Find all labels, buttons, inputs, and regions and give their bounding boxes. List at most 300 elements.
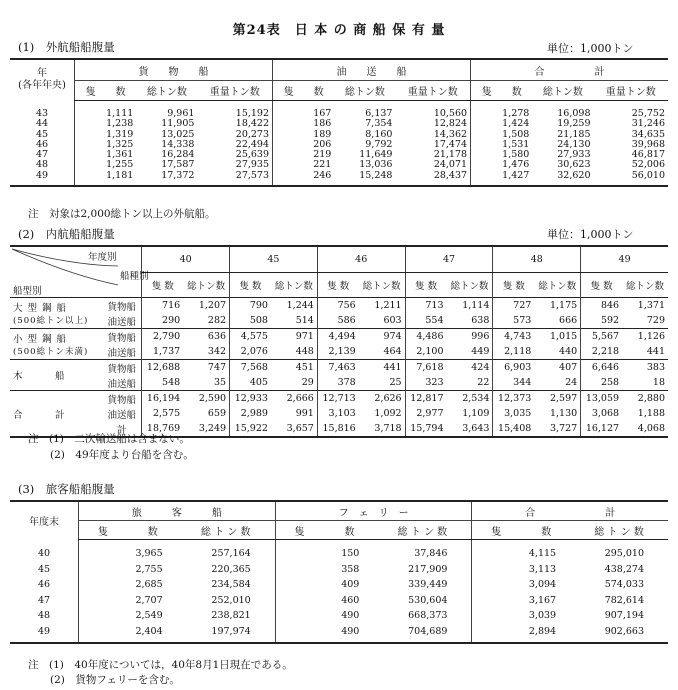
cell-value: 3,035	[493, 406, 534, 421]
table-row	[10, 360, 668, 376]
cell-value: 6,903	[493, 360, 534, 376]
year-label: 年度別	[88, 252, 117, 263]
ship-kind: 油送船	[107, 316, 136, 328]
cell-value: 1,092	[374, 408, 402, 419]
cell-value: 15,408	[493, 421, 534, 437]
ship-type-sub: (500総トン以上)	[13, 316, 89, 326]
ship-type	[10, 298, 102, 329]
cell-value: 46,817	[631, 149, 665, 161]
cell-value: 1,476	[471, 160, 533, 170]
column-header: 隻 数	[317, 272, 358, 297]
cell-value: 219	[273, 150, 335, 160]
cell-value: 7,354	[365, 118, 393, 130]
ship-type-name: 合 計	[13, 409, 66, 421]
column-header: 隻 数	[471, 81, 533, 101]
cell-value: 6,137	[365, 108, 393, 119]
cell-value: 34,635	[631, 128, 665, 140]
cell-value: 1,181	[75, 171, 137, 186]
cell-value: 1,427	[471, 171, 533, 186]
cell-value: 2,590	[198, 393, 227, 404]
cell-value: 3,103	[317, 406, 358, 421]
cell-value: 713	[405, 298, 446, 314]
cell-value: 1,015	[549, 331, 578, 342]
cell-value: 12,817	[405, 391, 446, 407]
cell-value: 378	[317, 375, 358, 391]
cell-value: 18,422	[235, 118, 270, 130]
cell-value: 4,575	[230, 329, 271, 345]
ship-kind: 油送船	[107, 409, 136, 421]
cell-value: 167	[273, 101, 335, 120]
year-header: 47	[405, 246, 493, 272]
cell-value: 407	[559, 362, 578, 373]
cell-value: 1,325	[75, 140, 137, 150]
cell-value: 258	[581, 375, 622, 391]
cell-value: 449	[471, 346, 490, 357]
cell-value: 1,175	[549, 300, 578, 311]
cell-value: 20,273	[235, 128, 270, 140]
column-header: 重量トン数	[594, 81, 669, 101]
cell-value: 12,933	[230, 391, 271, 407]
cell-value: 27,935	[235, 159, 270, 171]
table-row	[10, 540, 668, 562]
ship-type-name: 木 船	[13, 371, 66, 382]
cell-value: 1,278	[471, 101, 533, 120]
cell-value: 13,036	[359, 159, 393, 171]
cell-value: 2,118	[493, 344, 534, 360]
cell-value: 441	[646, 346, 665, 357]
cell-value: 2,100	[405, 344, 446, 360]
table-row	[10, 577, 668, 593]
cell-value: 409	[275, 577, 373, 593]
ship-kind: 貨物船	[107, 332, 136, 344]
cell-value: 24,071	[433, 159, 468, 171]
cell-value: 1,111	[75, 101, 137, 120]
cell-value: 1,114	[462, 300, 490, 311]
corner-year: 年 (各年年央)	[10, 59, 75, 101]
cell-value: 29	[301, 377, 314, 388]
cell-value: 508	[230, 313, 271, 329]
cell-value: 2,139	[317, 344, 358, 360]
cell-value: 747	[207, 362, 227, 373]
cell-value: 4,494	[317, 329, 358, 345]
cell-value: 460	[275, 593, 373, 609]
cell-value: 2,755	[79, 562, 177, 578]
column-header: 重量トン数	[395, 81, 470, 101]
cell-value: 4,115	[472, 540, 570, 562]
cell-value: 464	[383, 346, 402, 357]
corner-cell	[10, 246, 149, 298]
cell-value: 1,130	[549, 408, 578, 419]
column-header: 隻 数	[405, 272, 446, 297]
cell-value: 441	[383, 362, 402, 373]
group-header: 油 送 船	[273, 59, 471, 81]
cell-value: 15,192	[235, 108, 270, 119]
cell-value: 3,718	[359, 421, 405, 437]
cell-value: 3,727	[534, 421, 580, 437]
cell-value: 573	[493, 313, 534, 329]
row-year: 43	[35, 107, 49, 119]
cell-value: 554	[405, 313, 446, 329]
column-header: 隻 数	[493, 272, 534, 297]
column-header: 隻 数	[79, 521, 177, 540]
cell-value: 971	[295, 331, 314, 342]
row-year: 47	[37, 594, 51, 606]
cell-value: 668,373	[408, 610, 448, 622]
ship-kind: 油送船	[107, 347, 136, 359]
table-row	[10, 375, 668, 391]
domestic-fleet-table	[10, 245, 668, 438]
column-header: 重量トン数	[197, 81, 272, 101]
cell-value: 16,127	[581, 421, 622, 437]
column-header: 隻 数	[275, 521, 373, 540]
table-row	[10, 406, 668, 421]
table-row	[10, 329, 668, 345]
foreign-fleet-table	[10, 58, 668, 187]
cell-value: 220,365	[211, 563, 251, 575]
cell-value: 704,689	[373, 624, 472, 644]
cell-value: 15,248	[334, 171, 395, 186]
cell-value: 7,618	[405, 360, 446, 376]
cell-value: 1,109	[462, 408, 490, 419]
column-header: 隻 数	[581, 272, 622, 297]
cell-value: 150	[275, 540, 373, 562]
cell-value: 2,076	[230, 344, 271, 360]
cell-value: 31,246	[631, 118, 665, 130]
cell-value: 16,098	[557, 108, 591, 119]
column-header: 総 ト ン 数	[177, 521, 276, 540]
cell-value: 3,249	[183, 421, 229, 437]
cell-value: 1,737	[142, 344, 183, 360]
cell-value: 17,474	[433, 138, 468, 150]
table-row	[10, 391, 668, 407]
cell-value: 12,824	[433, 118, 468, 130]
cell-value: 8,160	[365, 128, 393, 140]
section1-note: 注 対象は2,000総トン以上の外航船。	[28, 208, 216, 220]
cell-value: 290	[142, 313, 183, 329]
cell-value: 1,531	[471, 140, 533, 150]
cell-value: 2,894	[472, 624, 570, 644]
cell-value: 3,965	[79, 540, 177, 562]
cell-value: 56,010	[594, 171, 669, 186]
cell-value: 5,567	[581, 329, 622, 345]
section1-heading: (1) 外航船船腹量	[18, 40, 115, 54]
group-header: 旅 客 船	[79, 501, 276, 521]
section1-unit: 単位：1,000トン	[547, 42, 634, 55]
cell-value: 12,373	[493, 391, 534, 407]
year-header: 45	[230, 246, 318, 272]
cell-value: 974	[383, 331, 402, 342]
section3-heading: (3) 旅客船船腹量	[18, 482, 115, 496]
cell-value: 16,284	[161, 149, 195, 161]
cell-value: 2,218	[581, 344, 622, 360]
ship-type-name: 小 型 鋼 船	[13, 334, 68, 345]
cell-value: 7,568	[230, 360, 271, 376]
cell-value: 996	[471, 331, 490, 342]
row-year: 46	[35, 138, 49, 150]
cell-value: 246	[273, 171, 335, 186]
cell-value: 16,194	[142, 391, 183, 407]
ship-type	[10, 360, 102, 391]
cell-value: 448	[295, 346, 314, 357]
table-row	[10, 101, 668, 120]
cell-value: 11,905	[161, 118, 195, 130]
cell-value: 574,033	[604, 579, 644, 591]
column-header: 総トン数	[532, 81, 593, 101]
cell-value: 14,338	[161, 138, 195, 150]
year-header: 40	[142, 246, 230, 272]
cell-value: 782,614	[604, 594, 644, 606]
cell-value: 344	[493, 375, 534, 391]
row-year: 49	[10, 624, 79, 644]
cell-value: 846	[581, 298, 622, 314]
section2-heading: (2) 内航船船腹量	[18, 227, 115, 241]
cell-value: 221	[273, 160, 335, 170]
cell-value: 530,604	[408, 594, 448, 606]
ship-type	[10, 329, 102, 360]
cell-value: 282	[207, 315, 227, 326]
cell-value: 1,361	[75, 150, 137, 160]
cell-value: 4,743	[493, 329, 534, 345]
cell-value: 22,494	[235, 138, 270, 150]
cell-value: 3,643	[447, 421, 493, 437]
cell-value: 30,623	[557, 159, 591, 171]
page-title: 第24表 日 本 の 商 船 保 有 量	[232, 23, 446, 38]
cell-value: 1,126	[637, 331, 665, 342]
column-header: 総トン数	[334, 81, 395, 101]
cell-value: 2,597	[549, 393, 578, 404]
cell-value: 514	[295, 315, 314, 326]
cell-value: 12,713	[317, 391, 358, 407]
cell-value: 3,068	[581, 406, 622, 421]
cell-value: 234,584	[211, 579, 251, 591]
column-header: 総トン数	[187, 280, 226, 292]
column-header: 総トン数	[450, 280, 489, 292]
cell-value: 15,794	[405, 421, 446, 437]
table-row	[10, 313, 668, 329]
cell-value: 10,560	[433, 108, 468, 119]
cell-value: 37,846	[414, 548, 448, 560]
cell-value: 1,508	[471, 130, 533, 140]
cell-value: 716	[142, 298, 183, 314]
column-header: 総トン数	[626, 280, 665, 292]
cell-value: 1,424	[471, 119, 533, 129]
group-header: 貨 物 船	[75, 59, 273, 81]
cell-value: 52,006	[631, 159, 665, 171]
cell-value: 2,404	[79, 624, 177, 644]
column-header: 総 ト ン 数	[570, 521, 668, 540]
cell-value: 257,164	[211, 548, 251, 560]
cell-value: 383	[646, 362, 665, 373]
column-header: 総トン数	[538, 280, 577, 292]
cell-value: 342	[207, 346, 227, 357]
cell-value: 1,371	[637, 300, 665, 311]
cell-value: 2,685	[79, 577, 177, 593]
column-header: 総トン数	[362, 280, 401, 292]
cell-value: 440	[559, 346, 578, 357]
cell-value: 2,534	[462, 393, 490, 404]
cell-value: 323	[405, 375, 446, 391]
cell-value: 756	[317, 298, 358, 314]
table-row	[10, 298, 668, 314]
cell-value: 9,961	[167, 108, 195, 119]
year-header: 46	[317, 246, 405, 272]
cell-value: 1,188	[637, 408, 665, 419]
cell-value: 21,185	[557, 128, 591, 140]
cell-value: 3,039	[472, 608, 570, 624]
cell-value: 1,238	[75, 119, 137, 129]
column-header: 総トン数	[136, 81, 197, 101]
cell-value: 13,025	[161, 128, 195, 140]
cell-value: 197,974	[177, 624, 276, 644]
cell-value: 1,207	[198, 300, 227, 311]
cell-value: 3,167	[472, 593, 570, 609]
cell-value: 490	[275, 624, 373, 644]
section2-note2: (2) 49年度より台船を含む。	[50, 449, 194, 461]
cell-value: 1,580	[471, 150, 533, 160]
cell-value: 19,259	[557, 118, 591, 130]
cell-value: 1,211	[374, 300, 402, 311]
column-header: 隻 数	[230, 272, 271, 297]
column-header: 総トン数	[274, 280, 313, 292]
cell-value: 252,010	[211, 594, 251, 606]
column-header: 隻 数	[472, 521, 570, 540]
cell-value: 11,649	[359, 149, 393, 161]
group-header: 合 計	[471, 59, 668, 81]
cell-value: 2,989	[230, 406, 271, 421]
group-header: フ ェ リ ー	[275, 501, 472, 521]
cell-value: 2,977	[405, 406, 446, 421]
cell-value: 39,968	[631, 138, 665, 150]
cell-value: 17,587	[161, 159, 195, 171]
cell-value: 28,437	[395, 171, 470, 186]
table-row	[10, 562, 668, 578]
cell-value: 9,792	[365, 138, 393, 150]
cell-value: 451	[295, 362, 314, 373]
row-year: 49	[10, 171, 75, 186]
cell-value: 424	[471, 362, 490, 373]
table-row	[10, 593, 668, 609]
type-label: 船型別	[13, 286, 42, 297]
table-row	[10, 344, 668, 360]
cell-value: 217,909	[408, 563, 448, 575]
section3-note1: 注 (1) 40年度については，40年8月1日現在である。	[28, 659, 293, 671]
cell-value: 339,449	[408, 579, 448, 591]
cell-value: 186	[273, 119, 335, 129]
cell-value: 729	[646, 315, 665, 326]
cell-value: 18	[652, 377, 665, 388]
row-year: 48	[37, 610, 51, 622]
cell-value: 4,068	[622, 421, 668, 437]
table-row	[10, 608, 668, 624]
year-header: 49	[581, 246, 668, 272]
cell-value: 206	[273, 140, 335, 150]
cell-value: 32,620	[532, 171, 593, 186]
cell-value: 991	[295, 408, 314, 419]
passenger-fleet-table	[10, 500, 668, 644]
cell-value: 238,821	[211, 610, 251, 622]
cell-value: 438,274	[604, 563, 644, 575]
group-header: 合 計	[472, 501, 668, 521]
cell-value: 1,255	[75, 160, 137, 170]
cell-value: 592	[581, 313, 622, 329]
cell-value: 358	[275, 562, 373, 578]
cell-value: 790	[230, 298, 271, 314]
cell-value: 603	[383, 315, 402, 326]
cell-value: 27,933	[557, 149, 591, 161]
cell-value: 25,639	[235, 149, 270, 161]
ship-type-name: 大 型 鋼 船	[13, 303, 68, 314]
row-year: 48	[35, 159, 49, 171]
cell-value: 15,922	[230, 421, 271, 437]
cell-value: 3,094	[472, 577, 570, 593]
cell-value: 14,362	[433, 128, 468, 140]
row-year: 46	[37, 579, 51, 591]
cell-value: 295,010	[604, 548, 644, 560]
ship-kind: 貨物船	[107, 363, 136, 375]
row-year: 45	[37, 563, 51, 575]
cell-value: 12,688	[142, 360, 183, 376]
ship-kind: 計	[102, 421, 142, 437]
ship-label: 船種別	[120, 271, 149, 282]
cell-value: 1,244	[286, 300, 314, 311]
ship-type-sub: (500総トン未満)	[13, 347, 89, 357]
cell-value: 586	[317, 313, 358, 329]
cell-value: 17,372	[136, 171, 197, 186]
cell-value: 2,549	[79, 608, 177, 624]
cell-value: 24,130	[557, 138, 591, 150]
cell-value: 18,769	[142, 421, 183, 437]
cell-value: 2,575	[142, 406, 183, 421]
table-row	[10, 171, 668, 186]
cell-value: 25	[389, 377, 402, 388]
cell-value: 902,663	[570, 624, 668, 644]
cell-value: 4,486	[405, 329, 446, 345]
cell-value: 3,657	[271, 421, 317, 437]
cell-value: 27,573	[197, 171, 272, 186]
ship-kind: 油送船	[107, 378, 136, 390]
cell-value: 2,626	[374, 393, 402, 404]
cell-value: 6,646	[581, 360, 622, 376]
row-year: 47	[35, 149, 49, 161]
cell-value: 25,752	[631, 108, 665, 119]
column-header: 隻 数	[142, 272, 183, 297]
section2-note1: 注 (1) 二次輸送船は含まない。	[28, 433, 190, 445]
year-header: 48	[493, 246, 581, 272]
cell-value: 490	[275, 608, 373, 624]
cell-value: 7,463	[317, 360, 358, 376]
cell-value: 2,790	[142, 329, 183, 345]
cell-value: 727	[493, 298, 534, 314]
cell-value: 2,707	[79, 593, 177, 609]
cell-value: 666	[559, 315, 578, 326]
section2-unit: 単位：1,000トン	[547, 228, 634, 241]
cell-value: 638	[471, 315, 490, 326]
cell-value: 636	[207, 331, 227, 342]
cell-value: 189	[273, 130, 335, 140]
cell-value: 2,666	[286, 393, 314, 404]
section3-note2: (2) 貨物フェリーを含む。	[50, 674, 180, 686]
row-year: 45	[35, 128, 49, 140]
cell-value: 13,059	[581, 391, 622, 407]
table-row	[10, 624, 668, 644]
cell-value: 3,113	[472, 562, 570, 578]
cell-value: 659	[207, 408, 227, 419]
cell-value: 2,880	[637, 393, 665, 404]
cell-value: 1,319	[75, 130, 137, 140]
cell-value: 405	[230, 375, 271, 391]
row-year: 44	[35, 118, 49, 130]
row-year: 40	[37, 548, 51, 559]
